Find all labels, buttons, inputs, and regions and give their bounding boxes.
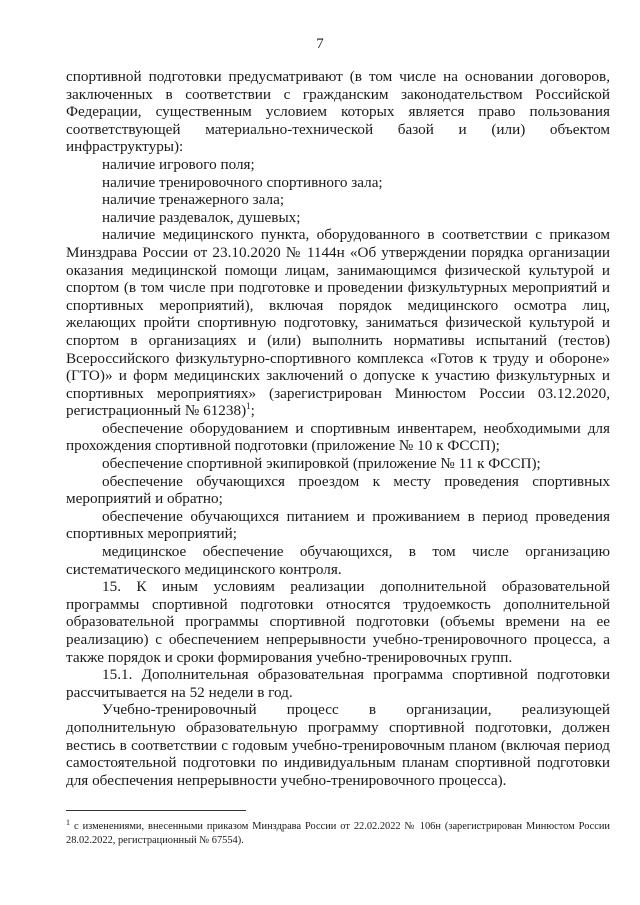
document-body	[66, 68, 610, 789]
footnote-mark: 1	[66, 817, 70, 827]
list-item: наличие тренировочного спортивного зала;	[102, 173, 383, 191]
paragraph-with-footnote	[66, 226, 610, 420]
paragraph: Учебно-тренировочный процесс в организации, реализующей дополнительную образовательную программу спортивной подготовки, должен вестись в соответствии с годовым учебно-тренировочным планом (включая период самостоятельной подготовки по индивидуальным планам спортивной подготовки для обеспечения непрерывности учебно-тренировочного процесса).	[66, 701, 610, 789]
footnote-reference: 1	[246, 401, 251, 412]
paragraph: обеспечение оборудованием и спортивным инвентарем, необходимыми для прохождения спортивной подготовки (приложение № 10 к ФССП);	[66, 419, 610, 455]
page-number: 7	[316, 36, 324, 52]
paragraph-text: наличие медицинского пункта, оборудованного в соответствии с приказом Минздрава России от 23.10.2020 № 1144н «Об утверждении порядка организации оказания медицинской помощи лицам, занимающимся физической культурой и спортом (в том числе при подготовке и проведении физкультурных мероприятий и спортивных мероприятий), включая порядок медицинского осмотра лиц, желающих пройти спортивную подготовку, заниматься физической культурой и спортом в организациях и (или) выполнить нормативы испытаний (тестов) Всероссийского физкультурно-спортивного комплекса «Готов к труду и обороне» (ГТО)» и форм медицинских заключений о допуске к участию физкультурных и спортивных мероприятиях» (зарегистрирован Минюстом России 03.12.2020, регистрационный № 61238)	[66, 226, 610, 420]
list-item: наличие раздевалок, душевых;	[102, 208, 301, 226]
paragraph: обеспечение обучающихся проездом к месту проведения спортивных мероприятий и обратно;	[66, 472, 610, 508]
paragraph: 15.1. Дополнительная образовательная программа спортивной подготовки рассчитывается на 52 недели в год.	[66, 666, 610, 701]
paragraph: обеспечение спортивной экипировкой (приложение № 11 к ФССП);	[102, 455, 541, 473]
paragraph: 15. К иным условиям реализации дополнительной образовательной программы спортивной подготовки относятся трудоемкость дополнительной образовательной программы спортивной подготовки (объемы времени на ее реализацию) с обеспечением непрерывности учебно-тренировочного процесса, а также порядок и сроки формирования учебно-тренировочных групп.	[66, 578, 610, 666]
footnote	[66, 817, 610, 848]
footnote-separator	[66, 810, 246, 811]
list-item: наличие игрового поля;	[102, 155, 255, 173]
list-item: наличие тренажерного зала;	[102, 191, 285, 209]
paragraph-tail: ;	[250, 402, 255, 420]
paragraph: медицинское обеспечение обучающихся, в том числе организацию систематического медицинского контроля.	[66, 543, 610, 578]
footnote-text: с изменениями, внесенными приказом Минздрава России от 22.02.2022 № 106н (зарегистрирован Минюстом России 28.02.2022, регистрационный № 67554).	[66, 821, 610, 846]
paragraph: обеспечение обучающихся питанием и проживанием в период проведения спортивных мероприятий;	[66, 507, 610, 543]
paragraph: спортивной подготовки предусматривают (в том числе на основании договоров, заключенных в соответствии с гражданским законодательством Российской Федерации, существенным условием которых является право пользования соответствующей материально-технической базой и (или) объектом инфраструктуры):	[66, 68, 610, 156]
